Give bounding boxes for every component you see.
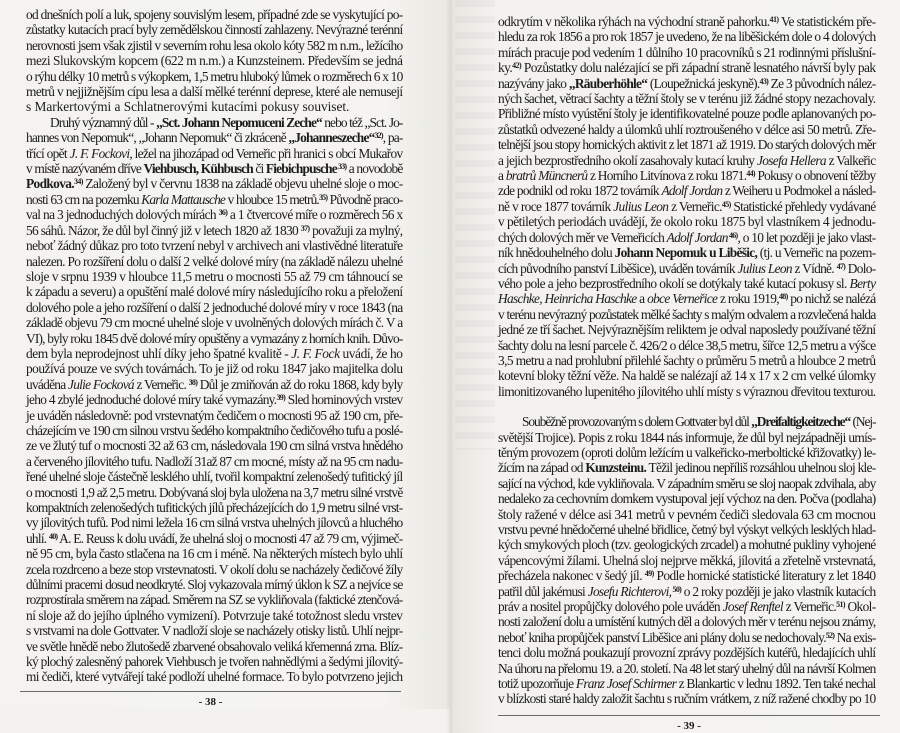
- text-line: [498, 199, 876, 214]
- text-run: ník hnědouhelného dolu: [498, 245, 615, 261]
- text-run: a: [498, 168, 506, 184]
- text-run: sající na východ, kde vykliňovala. V západním směru se sloj naopak zdvihala, aby: [498, 475, 876, 491]
- text-line: [498, 291, 876, 306]
- text-run: dem byla neprodejnost uhlí díky jeho špatné kvalitě -: [26, 345, 292, 361]
- text-run: Důl je zmiňován až do roku 1868, kdy byly: [197, 376, 403, 392]
- text-run: odkrytím v několika rýhách na východní straně pahorku.: [498, 14, 770, 29]
- text-line: [498, 384, 876, 399]
- text-line: [26, 485, 403, 500]
- footnote-ref: 43): [759, 76, 769, 86]
- text-line: [498, 230, 876, 245]
- text-run: , o 10 let později je jako vlast-: [737, 229, 876, 245]
- page-footer: [26, 691, 403, 709]
- text-run: Souběžně provozovaným s dolem Gottvater byl důl: [522, 414, 752, 430]
- italic-text: Julie Focková: [68, 376, 134, 392]
- text-run: či: [252, 161, 266, 177]
- text-run: Podle hornické statistické literatury z let 1840: [653, 568, 876, 584]
- text-line: [498, 45, 876, 60]
- text-run: 3,5 metru a nad prohlubní přilehlé šachty o průměru 5 metrů a hloubce 2 metrů: [498, 352, 876, 368]
- italic-text: Haschke, Heinricha Haschke: [498, 291, 637, 307]
- italic-text: Franz Josef Schirmer: [575, 676, 677, 692]
- footnote-ref: 36): [218, 208, 228, 218]
- text-run: jedné ze tří šachet. Nejvýraznějším reliktem je odval naposledy používané těžní: [498, 322, 876, 338]
- bold-text: Podkova.: [26, 176, 74, 192]
- footnote-ref: 41): [769, 15, 779, 24]
- text-run: ký plochý zalesněný pahorek Viehbusch je tvořen nahnědlými a šedými jílovitý-: [26, 654, 403, 670]
- text-run: (Loupežnická jeskyně).: [647, 75, 760, 91]
- bold-text: Viehbusch, Kühbusch: [143, 161, 253, 177]
- italic-text: obce Verneřice: [647, 291, 718, 307]
- text-line: [26, 654, 403, 669]
- text-run: sloje v srpnu 1939 v hloubce 11,5 metru o mocnosti 55 až 79 cm táhnoucí se: [26, 268, 403, 284]
- text-line: [26, 623, 403, 638]
- page-number: - 38 -: [198, 695, 223, 708]
- text-run: (Nej-: [850, 414, 876, 430]
- text-line: [26, 361, 403, 376]
- text-line: [498, 353, 876, 368]
- bold-text: „Johanneszeche“: [288, 130, 375, 146]
- footnote-ref: 51): [836, 600, 845, 610]
- text-run: chých dolových měr ve Verneřicích: [498, 229, 667, 245]
- text-run: cházejícím ve 190 cm silnou vrstvu šedého kompaktního čedičového tufu a poslé-: [26, 422, 403, 438]
- text-line: [498, 630, 876, 645]
- bold-text: „Sct. Johann Nepomuceni Zeche“: [156, 114, 322, 130]
- text-run: VI), byly roku 1845 dvě dolové míry opuštěny a vymazány z horních knih. Důvo-: [26, 330, 403, 346]
- paragraph: [26, 115, 403, 685]
- text-line: [26, 38, 403, 53]
- text-run: nedaleko za cechovním domkem vystupoval její výchoz na den. Počva (podlaha): [498, 491, 876, 507]
- footnote-ref: 39): [276, 393, 286, 403]
- text-run: zcela rozdrceno a beze stop vrstevnatosti. V okolí dolu se nacházely čedičové žíly: [26, 561, 403, 577]
- footnote-ref: 34): [74, 177, 83, 187]
- bold-text: Kunzsteinu.: [585, 460, 647, 476]
- text-run: těným provozem (oproti dolům ležícím u valkeřicko-merboltické křižovatky) le-: [498, 444, 876, 460]
- page-text: [26, 7, 403, 685]
- text-run: Statistické přehledy vydávané: [730, 198, 876, 214]
- text-run: z Valkeřic: [825, 152, 876, 168]
- text-line: [498, 14, 876, 29]
- text-run: nosti založení dolu a umístění kutných děl a dolových měr v terénu nejsou známy,: [498, 614, 876, 630]
- text-line: [498, 614, 876, 629]
- text-line: [498, 368, 876, 383]
- italic-text: Josef Renftel: [722, 599, 783, 615]
- bold-text: „Dreifaltigkeitzeche“: [751, 414, 851, 430]
- text-run: zde podnikl od roku 1872 továrník: [498, 183, 662, 199]
- text-line: [26, 146, 403, 161]
- bold-text: Fiebichpusche: [265, 161, 337, 177]
- footnote-ref: 49): [644, 569, 654, 579]
- text-run: o mocnosti 1,9 až 2,5 metru. Dobývaná sloj byla uložena na 3,7 metru silné vrstvě: [26, 484, 403, 500]
- footnote-ref: 32): [374, 131, 383, 141]
- text-run: vého pole a jeho bezprostředního okolí se dotýkaly také kutací pokusy sl.: [498, 275, 850, 291]
- text-run: v terénu nevýrazný pozůstatek mělké šachty s malým odvalem a rozvlečená halda: [498, 306, 876, 322]
- text-line: [26, 7, 403, 22]
- text-run: zůstatky kutacích prací byly zemědělskou činností zahlazeny. Nevýrazné terénní: [26, 22, 403, 38]
- text-line: [26, 423, 403, 438]
- text-line: [26, 207, 403, 222]
- text-line: [26, 22, 403, 37]
- text-run: kých smykových ploch (tzv. geologických zrcadel) a mohutné pukliny vyhojené: [498, 537, 876, 553]
- text-run: rozprostírala směrem na západ. Směrem na SZ se vykliňovala (faktické ztenčová-: [26, 592, 403, 608]
- text-run: je uváděn následovně: pod vrstevnatým čedičem o mocnosti 95 až 190 cm, pře-: [26, 407, 403, 423]
- text-run: základě objevu 79 cm mocné uhelné sloje v uvolněných dolových mírách č. V a: [26, 315, 403, 331]
- footnote-ref: 38): [188, 377, 198, 387]
- text-line: [26, 346, 403, 361]
- text-line: [498, 460, 876, 475]
- text-run: a novodobě: [346, 161, 403, 177]
- text-run: jeho 4 zbylé jednoduché dolové míry také vymazány.: [26, 392, 277, 408]
- page-38: [0, 0, 450, 709]
- text-run: třící opět: [26, 145, 70, 161]
- italic-text: Julius Leon: [613, 198, 669, 214]
- text-line: [26, 254, 403, 269]
- text-line: [498, 568, 876, 583]
- text-line: [498, 645, 876, 660]
- text-run: kompaktních zelenošedých tufitických jílů přecházejících do 1,9 metru silné vrst-: [26, 500, 403, 515]
- footnote-ref: 50): [671, 584, 682, 594]
- text-run: Na úhoru na přelomu 19. a 20. století. Na 48 let starý uhelný důl na návrší Kolmen: [498, 660, 876, 676]
- text-run: Dolo-: [845, 260, 876, 276]
- text-run: z Blankartic v lednu 1892. Ten také nechal: [676, 676, 876, 692]
- text-line: [498, 676, 876, 691]
- text-run: vy jílovitých tufů. Pod nimi ležela 16 cm silná vrstva uhelných jílovců a hluchého: [26, 515, 403, 531]
- text-run: z Vídně.: [791, 260, 837, 276]
- text-run: světější Trojice). Popis z roku 1844 nás informuje, že důl byl nejzápadněji umís-: [498, 429, 876, 445]
- text-run: Ze 3 původních nález-: [768, 75, 876, 91]
- text-line: [498, 476, 876, 491]
- text-line: [26, 392, 403, 407]
- footnote-ref: 42): [512, 61, 522, 71]
- text-line: [26, 546, 403, 561]
- text-run: ní sloje až do jejího úplného vymizení). Potvrzuje také totožnost sledu vrstev: [26, 607, 403, 623]
- text-run: důlními pracemi dosud neodkryté. Sloj vykazovala mírný úklon k SZ a nejvíce se: [26, 577, 403, 593]
- text-run: v blízkosti staré haldy založit šachtu s ručním vrátkem, z níž ražené chodby po 10: [498, 691, 876, 707]
- text-run: a jejich bezprostředního okolí zasahovaly kutací kruhy: [498, 152, 757, 168]
- text-run: Založený byl v červnu 1838 na základě objevu uhelné sloje o moc-: [82, 176, 403, 192]
- text-line: [26, 592, 403, 607]
- text-run: od dnešních polí a luk, spojeny souvislým lesem, případné zde se vyskytující po-: [26, 7, 403, 22]
- text-run: patřil důl jakémusi: [498, 583, 588, 599]
- text-line: [26, 377, 403, 392]
- text-line: [498, 599, 876, 614]
- text-line: [498, 29, 876, 44]
- text-run: Pokusy o obnovení těžby: [754, 168, 876, 184]
- text-run: vrstvu pevné hnědočerné uhelné břidlice, četný byl výskyt velkých lesklých hlad-: [498, 522, 876, 537]
- paragraph: [26, 7, 403, 115]
- page-footer: [498, 715, 876, 733]
- text-line: [498, 522, 876, 537]
- italic-text: Adolf Jordan: [666, 229, 728, 245]
- text-line: [498, 414, 876, 429]
- text-run: v pětiletých periodách uvádějí, že okolo roku 1875 byl vlastníkem 4 jednodu-: [498, 214, 876, 230]
- text-line: [498, 491, 876, 506]
- text-line: [498, 507, 876, 522]
- text-run: považuji za mylný,: [309, 222, 403, 238]
- text-run: štoly ražené v délce asi 341 metrů v pevném čediči sledovala 63 cm mocnou: [498, 506, 876, 522]
- text-run: Přibližné místo vyústění štoly je identifikovatelné pouze podle aplanovaných po-: [498, 106, 876, 122]
- text-line: [498, 153, 876, 168]
- text-line: [26, 99, 403, 114]
- text-line: [498, 537, 876, 552]
- text-run: val na 3 jednoduchých dolových mírách: [26, 207, 219, 223]
- italic-text: Karla Mattausche: [141, 191, 226, 207]
- text-run: , pa-: [382, 130, 403, 146]
- text-run: Těžil jedinou nepříliš rozsáhlou uhelnou sloj kle-: [646, 460, 876, 476]
- text-line: [498, 106, 876, 121]
- text-run: uváděna: [26, 376, 69, 392]
- text-run: nebo též „Sct. Jo-: [321, 114, 403, 130]
- text-run: Na exis-: [834, 629, 876, 645]
- text-run: v hloubce 15 metrů.: [225, 191, 319, 207]
- italic-text: Julius Leon: [737, 260, 792, 276]
- text-line: [26, 562, 403, 577]
- italic-text: Josefa Hellera: [757, 152, 826, 168]
- text-line: [498, 137, 876, 152]
- text-line: [26, 53, 403, 68]
- footnote-ref: 46): [727, 230, 738, 240]
- text-line: [26, 454, 403, 469]
- text-run: o 2 roky později je jako vlastník kutacích: [681, 583, 876, 599]
- text-line: [498, 245, 876, 260]
- footnote-ref: 48): [778, 292, 788, 302]
- text-run: nerovnosti jsem však zjistil v severním rohu lesa okolo kóty 582 m n.m., ležícího: [26, 37, 403, 53]
- text-line: [498, 322, 876, 337]
- text-line: [498, 445, 876, 460]
- italic-text: Berty: [849, 275, 876, 291]
- text-run: hannes von Nepomuk“, „Johann Nepomuk“ či zkráceně: [26, 130, 289, 146]
- text-line: [498, 183, 876, 198]
- page-39: [450, 0, 900, 733]
- text-run: šachty dolu na lesní parcele č. 426/2 o délce 38,5 metru, šířce 12,5 metru a výšce: [498, 337, 876, 353]
- text-run: ze ve žlutý tuf o mocnosti 32 až 63 cm, následovala 190 cm silná vrstva hnědého: [26, 438, 403, 454]
- text-run: z Verneřic.: [668, 198, 722, 214]
- text-line: [498, 276, 876, 291]
- bold-text: Johann Nepomuk u Liběšic,: [614, 245, 758, 261]
- text-line: [26, 669, 403, 684]
- text-run: Ve statistickém pře-: [778, 14, 876, 29]
- footnote-ref: 40): [48, 531, 58, 541]
- text-line: [26, 639, 403, 654]
- text-run: vápencovými žílami. Uhelná sloj nejprve měkká, jílovitá a zřetelně vrstevnatá,: [498, 552, 876, 568]
- text-run: a: [636, 291, 648, 307]
- text-run: ležel na jihozápad od Verneřic při hranici s obcí Mukařov: [131, 145, 403, 161]
- text-line: [498, 168, 876, 183]
- text-run: limonitizovaného lupenitého jílovitého uhlí místy s výraznou dřevitou texturou.: [498, 383, 876, 399]
- footnote-ref: 33): [336, 162, 347, 172]
- text-line: [26, 130, 403, 145]
- text-line: [498, 584, 876, 599]
- text-line: [26, 115, 403, 130]
- page-text: [498, 14, 876, 707]
- text-run: přecházela nakonec v šedý jíl.: [498, 568, 645, 584]
- text-run: nalezen. Po rozšíření dolu o další 2 velké dolové míry (na základě nálezu uhelné: [26, 253, 403, 269]
- text-line: [498, 661, 876, 676]
- text-line: [26, 531, 403, 546]
- text-line: [498, 338, 876, 353]
- text-run: ve světle hnědě nebo žlutošedě zbarvené obsahovalo veliká křemenná zrna. Blíz-: [26, 638, 403, 654]
- text-run: s Markertovými a Schlatnerovými kutacími pokusy souviset.: [26, 99, 350, 115]
- text-line: [26, 315, 403, 330]
- text-run: mírách pracuje pod vedením 1 důlního 10 pracovníků s 21 rodinnými příslušní-: [498, 44, 876, 60]
- italic-text: Adolf Jordan: [661, 183, 723, 199]
- text-run: totiž upozorňuje: [498, 676, 576, 692]
- text-run: neboť žádný důkaz pro toto tvrzení nebyl v archivech ani vlastivědné literatuře: [26, 238, 403, 254]
- text-run: o rýhu délky 10 metrů s výkopkem, 1,5 metru hluboký lůmek o rozměrech 6 x 10: [26, 68, 403, 84]
- text-line: [26, 469, 403, 484]
- text-run: a 1 čtvercové míře o rozměrech 56 x: [227, 207, 403, 223]
- page-number: - 39 -: [677, 719, 701, 732]
- show-through-text: [455, 0, 495, 450]
- text-run: uhlí.: [26, 530, 49, 546]
- text-run: řené uhelné sloje částečně lesklého uhlí, tvořil kompaktní zelenošedý tufitický jíl: [26, 469, 403, 485]
- text-line: [26, 269, 403, 284]
- paragraph: [498, 414, 876, 707]
- text-line: [26, 223, 403, 238]
- text-run: (tj. u Verneřic na pozem-: [757, 245, 876, 261]
- text-run: Druhý významný důl -: [50, 114, 157, 130]
- text-line: [498, 553, 876, 568]
- text-run: z Weiheru u Podmokel a násled-: [722, 183, 876, 199]
- text-run: žícím na západ od: [498, 460, 586, 476]
- text-line: [26, 161, 403, 176]
- text-run: telnější jsou stopy hornických aktivit z let 1871 až 1919. Do starých dolových měr: [498, 137, 876, 153]
- text-line: [498, 261, 876, 276]
- text-line: [498, 91, 876, 106]
- text-run: po nichž se nalézá: [787, 291, 876, 307]
- text-run: používá pouze ve svých továrnách. To je již od roku 1847 jako majitelka dolu: [26, 361, 403, 377]
- text-run: ky.: [498, 60, 513, 76]
- italic-text: Josefu Richterovi,: [587, 583, 672, 599]
- footnote-ref: 47): [836, 261, 846, 271]
- footnote-ref: 52): [825, 630, 835, 640]
- italic-text: J. F. Fockovi,: [69, 145, 132, 161]
- text-run: hledu za rok 1856 a pro rok 1857 je uvedeno, že na liběšickém dole o 4 dolových: [498, 29, 876, 45]
- text-line: [498, 60, 876, 75]
- text-line: [26, 176, 403, 191]
- bold-text: „Räuberhöhle“: [568, 75, 648, 91]
- text-line: [26, 577, 403, 592]
- text-line: [498, 122, 876, 137]
- text-run: tenci dolu možná poukazují provozní zprávy pozdějších kutéřů, hledajících uhlí: [498, 645, 876, 661]
- text-run: Původně praco-: [327, 191, 403, 207]
- text-line: [26, 300, 403, 315]
- paragraph: [498, 14, 876, 399]
- text-line: [26, 515, 403, 530]
- text-run: a červeného jílovitého tufu. Nadloží 31až 87 cm mocné, místy až na 95 cm nadu-: [26, 453, 403, 469]
- text-line: [26, 408, 403, 423]
- italic-text: J. F. Fock: [291, 345, 340, 361]
- text-run: Okol-: [844, 599, 876, 615]
- text-line: [26, 284, 403, 299]
- text-line: [498, 430, 876, 445]
- text-line: [498, 307, 876, 322]
- text-line: [498, 214, 876, 229]
- text-run: 56 sáhů. Názor, že důl byl činný již v letech 1820 až 1830: [26, 222, 301, 238]
- text-run: z Verneřic.: [133, 376, 189, 392]
- footer-rule: [498, 715, 880, 716]
- text-line: [26, 238, 403, 253]
- text-run: zůstatků odvezené haldy a úlomků uhlí roztroušeného v délce asi 50 metrů. Zře-: [498, 121, 876, 137]
- footnote-ref: 44): [746, 169, 755, 179]
- footer-rule: [20, 691, 401, 692]
- text-run: z roku 1919,: [717, 291, 779, 307]
- text-run: kotevní bloky těžní věže. Na haldě se nalézají až 14 x 17 x 2 cm velké úlomky: [498, 368, 876, 384]
- footnote-ref: 45): [721, 199, 731, 209]
- text-run: mi čediči, které vytvářejí také podloží uhelné formace. To bylo potvrzeno jejich: [26, 669, 403, 685]
- text-line: [26, 608, 403, 623]
- text-run: ně v roce 1877 továrník: [498, 198, 614, 214]
- text-line: [26, 438, 403, 453]
- text-line: [26, 192, 403, 207]
- text-run: z Horního Litvínova z roku 1871.: [587, 168, 747, 184]
- text-run: s vrstvami na dole Gottvater. V nadloží sloje se nacházely otisky listů. Uhlí nejpr-: [26, 623, 403, 639]
- text-run: dolového pole a jeho rozšíření o další 2 jednoduché dolové míry v roce 1843 (na: [26, 299, 403, 315]
- text-line: [26, 69, 403, 84]
- text-line: [26, 500, 403, 515]
- text-run: mezi Slukovským kopcem (622 m n.m.) a Kunzsteinem. Především se jedná: [26, 53, 403, 69]
- text-run: v místě nazývaném dříve: [26, 161, 144, 177]
- text-run: neboť kniha propůjček panství Liběšice ani plány dolu se nedochovaly.: [498, 629, 826, 645]
- text-run: nosti 63 cm na pozemku: [26, 191, 142, 207]
- footnote-ref: 35): [318, 192, 328, 202]
- text-run: práv a nositel propůjčky dolového pole uváděn: [498, 599, 723, 615]
- footnote-ref: 37): [300, 223, 310, 233]
- text-run: ných šachet, větrací šachty a těžní štoly se v terénu již žádné stopy nezachovaly.: [498, 91, 876, 107]
- text-line: [498, 691, 876, 706]
- text-run: uvádí, že ho: [339, 345, 403, 361]
- text-run: ně 95 cm, byla často stlačena na 16 cm i méně. Na některých místech bylo uhlí: [26, 546, 403, 562]
- text-run: nazývány jako: [498, 75, 569, 91]
- text-run: Sled horninových vrstev: [285, 392, 403, 408]
- text-run: A. E. Reuss k dolu uvádí, že uhelná sloj o mocnosti 47 až 79 cm, výjimeč-: [57, 530, 403, 546]
- text-run: metrů v nejjižnějším cípu lesa a další mělké terénní deprese, které ale nemusejí: [26, 84, 403, 100]
- italic-text: bratrů Müncnerů: [505, 168, 588, 184]
- text-line: [26, 331, 403, 346]
- text-run: Pozůstatky dolu nalézající se při západní straně lesnatého návrší byly pak: [521, 60, 876, 76]
- text-line: [498, 76, 876, 91]
- text-run: k západu a severu) a opuštění malé dolové míry následujícího roku a přeložení: [26, 284, 403, 300]
- text-run: cích původního panství Liběšice), uváděn továrník: [498, 260, 738, 276]
- text-line: [26, 84, 403, 99]
- text-run: z Verneřic.: [782, 599, 837, 615]
